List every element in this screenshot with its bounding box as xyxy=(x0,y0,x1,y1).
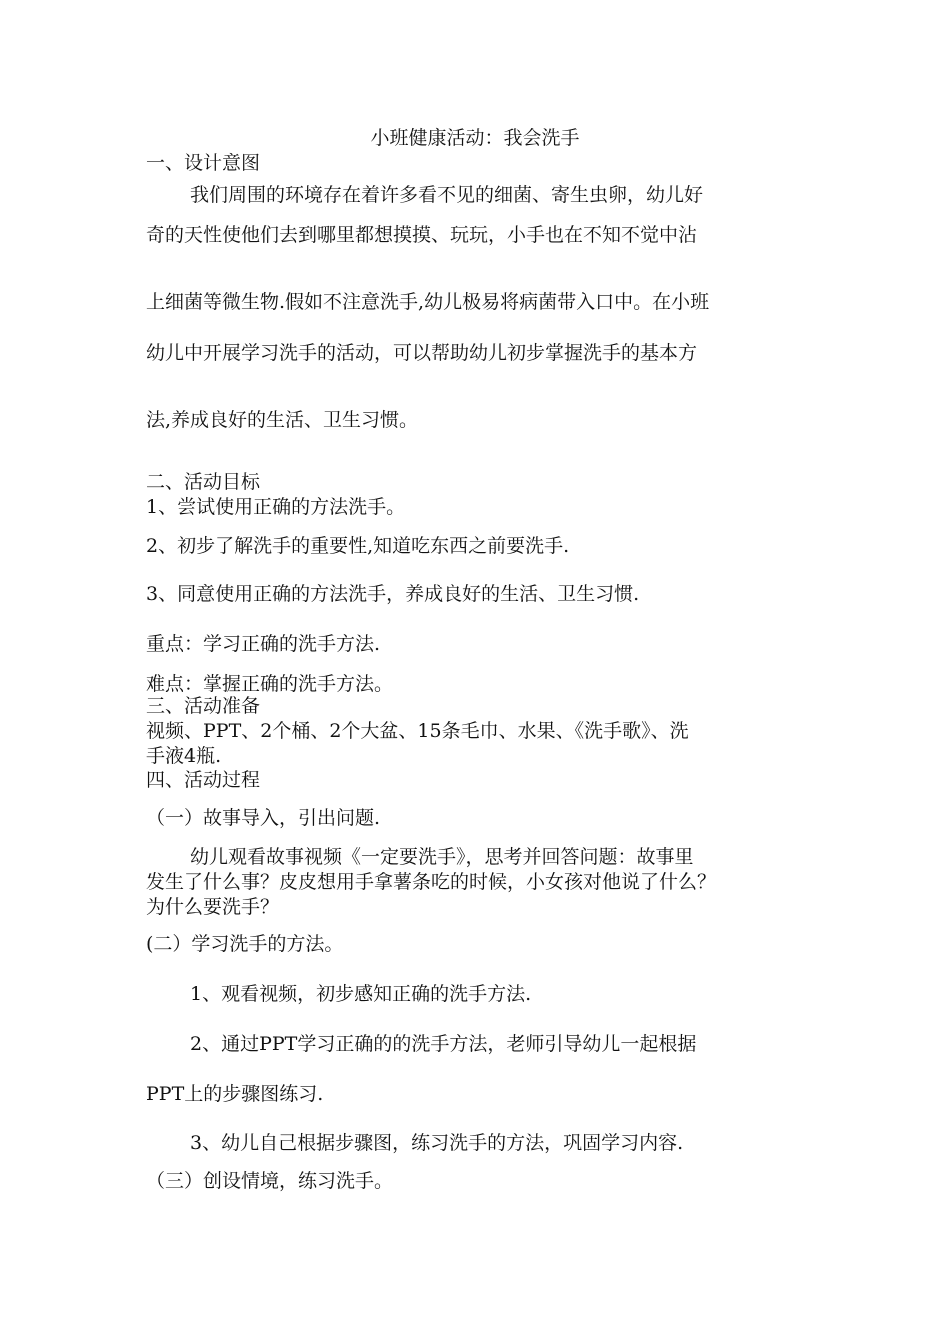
difficulty-point: 难点：掌握正确的洗手方法。 xyxy=(146,673,394,695)
part2-step: PPT上的步骤图练习. xyxy=(146,1083,324,1105)
section1-paragraph-line: 幼儿中开展学习洗手的活动，可以帮助幼儿初步掌握洗手的基本方 xyxy=(146,342,698,364)
materials-line: 视频、PPT、2个桶、2个大盆、15条毛巾、水果、《洗手歌》、洗 xyxy=(146,720,689,742)
section1-paragraph-line: 上细菌等微生物.假如不注意洗手,幼儿极易将病菌带入口中。在小班 xyxy=(146,291,710,313)
section2-heading: 二、活动目标 xyxy=(146,471,261,493)
section4-heading: 四、活动过程 xyxy=(146,769,261,791)
key-point: 重点：学习正确的洗手方法. xyxy=(146,633,381,655)
section1-paragraph-line: 奇的天性使他们去到哪里都想摸摸、玩玩，小手也在不知不觉中沾 xyxy=(146,224,698,246)
goal-item: 1、尝试使用正确的方法洗手。 xyxy=(146,496,406,518)
part3-heading: （三）创设情境，练习洗手。 xyxy=(146,1170,394,1192)
part2-heading: (二）学习洗手的方法。 xyxy=(146,933,344,955)
part2-step: 3、幼儿自己根据步骤图，练习洗手的方法，巩固学习内容. xyxy=(190,1132,684,1154)
goal-item: 3、同意使用正确的方法洗手，养成良好的生活、卫生习惯. xyxy=(146,583,640,605)
part1-line: 为什么要洗手？ xyxy=(146,896,280,918)
section3-heading: 三、活动准备 xyxy=(146,695,261,717)
part2-step: 1、观看视频，初步感知正确的洗手方法. xyxy=(190,983,532,1005)
section1-paragraph-line: 我们周围的环境存在着许多看不见的细菌、寄生虫卵，幼儿好 xyxy=(190,184,704,206)
goal-item: 2、初步了解洗手的重要性,知道吃东西之前要洗手. xyxy=(146,535,570,557)
part2-step: 2、通过PPT学习正确的的洗手方法，老师引导幼儿一起根据 xyxy=(190,1033,697,1055)
part1-heading: （一）故事导入，引出问题. xyxy=(146,807,381,829)
part1-line: 幼儿观看故事视频《一定要洗手》，思考并回答问题：故事里 xyxy=(190,846,694,868)
part1-line: 发生了什么事？皮皮想用手拿薯条吃的时候，小女孩对他说了什么？ xyxy=(146,871,717,893)
document-title: 小班健康活动：我会洗手 xyxy=(370,127,580,149)
materials-line: 手液4瓶. xyxy=(146,745,222,767)
section1-paragraph-line: 法,养成良好的生活、卫生习惯。 xyxy=(146,409,419,431)
section1-heading: 一、设计意图 xyxy=(146,152,261,174)
